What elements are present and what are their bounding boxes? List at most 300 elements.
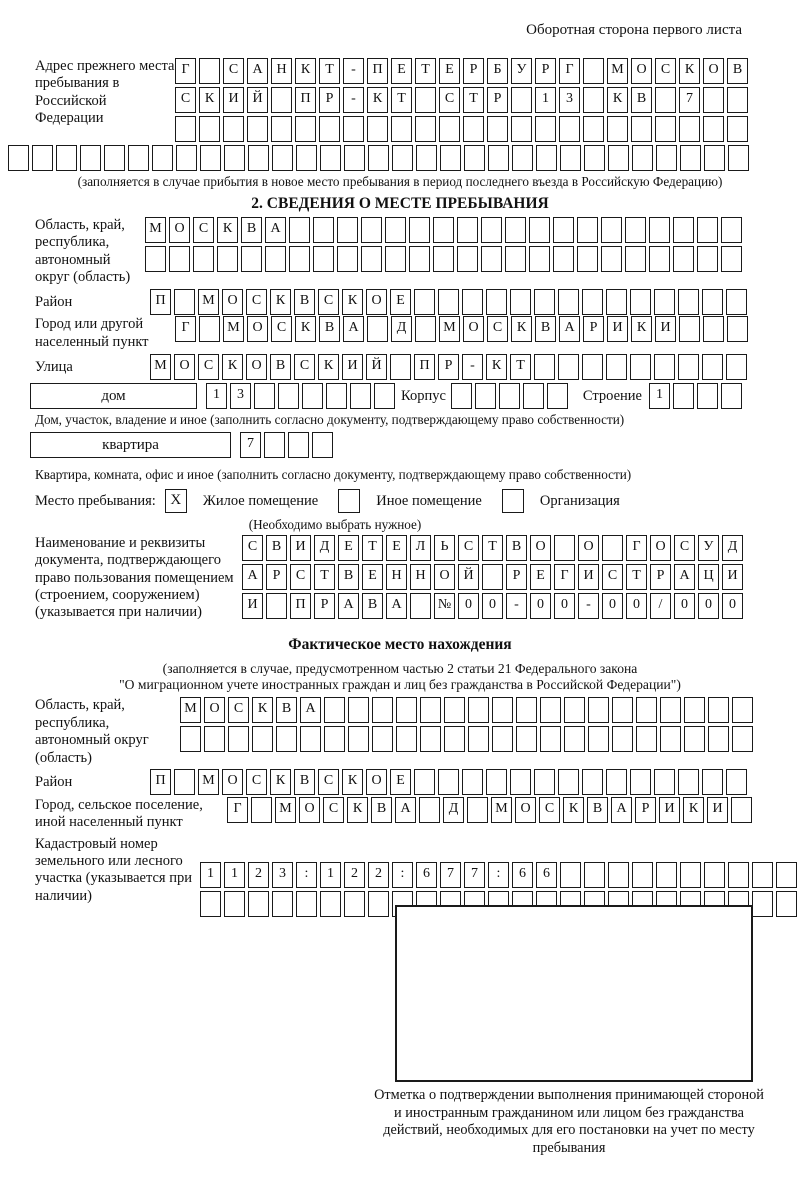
char-cell[interactable]: В [338,564,359,590]
char-cell[interactable] [606,354,627,380]
char-cell[interactable] [680,145,701,171]
char-cell[interactable] [368,145,389,171]
char-cell[interactable] [32,145,53,171]
char-cell[interactable] [511,87,532,113]
char-cell[interactable]: О [463,316,484,342]
char-cell[interactable] [582,769,603,795]
char-cell[interactable]: - [343,87,364,113]
char-cell[interactable]: П [150,769,171,795]
char-cell[interactable] [276,726,297,752]
char-cell[interactable] [300,726,321,752]
char-cell[interactable] [199,58,220,84]
char-cell[interactable] [463,116,484,142]
house-field-box[interactable]: дом [30,383,197,409]
district-row[interactable] [150,289,750,315]
char-cell[interactable] [673,217,694,243]
char-cell[interactable] [721,383,742,409]
char-cell[interactable]: О [169,217,190,243]
char-cell[interactable]: А [611,797,632,823]
char-cell[interactable] [367,316,388,342]
char-cell[interactable] [180,726,201,752]
char-cell[interactable] [467,797,488,823]
char-cell[interactable]: С [242,535,263,561]
char-cell[interactable] [438,769,459,795]
char-cell[interactable] [697,246,718,272]
char-cell[interactable] [391,116,412,142]
char-cell[interactable]: С [223,58,244,84]
char-cell[interactable]: : [488,862,509,888]
char-cell[interactable] [396,726,417,752]
char-cell[interactable]: П [150,289,171,315]
char-cell[interactable]: Е [530,564,551,590]
char-cell[interactable] [176,145,197,171]
char-cell[interactable]: В [631,87,652,113]
char-cell[interactable]: Р [314,593,335,619]
char-cell[interactable] [80,145,101,171]
apartment-field-box[interactable]: квартира [30,432,231,458]
char-cell[interactable]: / [650,593,671,619]
char-cell[interactable]: А [265,217,286,243]
char-cell[interactable] [656,862,677,888]
char-cell[interactable] [372,697,393,723]
checkbox[interactable] [338,489,360,513]
char-cell[interactable] [523,383,544,409]
char-cell[interactable] [241,246,262,272]
char-cell[interactable]: М [180,697,201,723]
char-cell[interactable] [654,354,675,380]
char-cell[interactable] [302,383,323,409]
char-cell[interactable] [554,535,575,561]
char-cell[interactable] [414,769,435,795]
char-cell[interactable]: Е [390,769,411,795]
char-cell[interactable]: И [722,564,743,590]
char-cell[interactable] [410,593,431,619]
char-cell[interactable]: Д [443,797,464,823]
char-cell[interactable] [649,217,670,243]
char-cell[interactable] [438,289,459,315]
char-cell[interactable] [468,726,489,752]
char-cell[interactable]: 1 [649,383,670,409]
char-cell[interactable] [372,726,393,752]
char-cell[interactable]: Т [362,535,383,561]
char-cell[interactable]: С [487,316,508,342]
char-cell[interactable] [433,246,454,272]
char-cell[interactable] [265,246,286,272]
char-cell[interactable]: И [607,316,628,342]
char-cell[interactable]: В [294,769,315,795]
char-cell[interactable] [416,145,437,171]
char-cell[interactable] [337,246,358,272]
char-cell[interactable] [505,217,526,243]
char-cell[interactable] [577,246,598,272]
char-cell[interactable] [534,354,555,380]
char-cell[interactable]: Т [319,58,340,84]
char-cell[interactable]: С [318,289,339,315]
char-cell[interactable] [128,145,149,171]
char-cell[interactable] [337,217,358,243]
char-cell[interactable]: О [515,797,536,823]
char-cell[interactable] [636,726,657,752]
char-cell[interactable] [564,726,585,752]
char-cell[interactable] [558,354,579,380]
char-cell[interactable] [481,246,502,272]
char-cell[interactable] [727,116,748,142]
char-cell[interactable] [350,383,371,409]
char-cell[interactable] [588,726,609,752]
char-cell[interactable]: Р [487,87,508,113]
char-cell[interactable] [499,383,520,409]
char-cell[interactable] [630,289,651,315]
char-cell[interactable]: 3 [272,862,293,888]
char-cell[interactable] [510,289,531,315]
char-cell[interactable] [601,217,622,243]
char-cell[interactable] [726,354,747,380]
char-cell[interactable] [673,246,694,272]
char-cell[interactable] [697,217,718,243]
char-cell[interactable] [606,289,627,315]
char-cell[interactable]: И [242,593,263,619]
char-cell[interactable]: 2 [368,862,389,888]
char-cell[interactable] [451,383,472,409]
char-cell[interactable] [608,145,629,171]
char-cell[interactable] [655,87,676,113]
char-cell[interactable]: О [366,289,387,315]
char-cell[interactable]: Т [510,354,531,380]
char-cell[interactable] [584,862,605,888]
char-cell[interactable] [708,726,729,752]
char-cell[interactable]: К [295,316,316,342]
char-cell[interactable] [752,862,773,888]
char-cell[interactable]: Р [266,564,287,590]
char-cell[interactable] [8,145,29,171]
char-cell[interactable]: К [607,87,628,113]
actual-city-row[interactable] [227,797,755,823]
char-cell[interactable] [344,891,365,917]
char-cell[interactable]: В [535,316,556,342]
char-cell[interactable]: 3 [559,87,580,113]
char-cell[interactable]: У [698,535,719,561]
char-cell[interactable] [728,145,749,171]
char-cell[interactable] [295,116,316,142]
char-cell[interactable]: М [275,797,296,823]
char-cell[interactable] [776,862,797,888]
cadastre-row-1[interactable] [200,862,800,888]
char-cell[interactable]: О [366,769,387,795]
char-cell[interactable] [540,697,561,723]
char-cell[interactable]: С [318,769,339,795]
char-cell[interactable] [602,535,623,561]
char-cell[interactable]: В [371,797,392,823]
char-cell[interactable] [654,289,675,315]
char-cell[interactable]: О [299,797,320,823]
char-cell[interactable] [703,316,724,342]
char-cell[interactable] [320,891,341,917]
char-cell[interactable] [313,217,334,243]
char-cell[interactable]: К [199,87,220,113]
char-cell[interactable]: Ь [434,535,455,561]
char-cell[interactable]: В [266,535,287,561]
char-cell[interactable]: В [727,58,748,84]
char-cell[interactable] [732,697,753,723]
char-cell[interactable]: Й [247,87,268,113]
char-cell[interactable] [348,697,369,723]
char-cell[interactable]: Г [626,535,647,561]
char-cell[interactable]: С [193,217,214,243]
char-cell[interactable] [415,316,436,342]
char-cell[interactable]: А [386,593,407,619]
char-cell[interactable] [204,726,225,752]
char-cell[interactable] [697,383,718,409]
char-cell[interactable] [704,145,725,171]
char-cell[interactable]: 0 [482,593,503,619]
char-cell[interactable]: М [198,769,219,795]
char-cell[interactable] [684,726,705,752]
char-cell[interactable] [582,354,603,380]
char-cell[interactable]: К [222,354,243,380]
char-cell[interactable] [254,383,275,409]
char-cell[interactable]: 0 [554,593,575,619]
char-cell[interactable] [462,769,483,795]
char-cell[interactable] [655,116,676,142]
char-cell[interactable]: : [392,862,413,888]
char-cell[interactable] [200,891,221,917]
char-cell[interactable] [607,116,628,142]
char-cell[interactable] [444,697,465,723]
char-cell[interactable]: О [578,535,599,561]
char-cell[interactable] [680,862,701,888]
char-cell[interactable]: О [204,697,225,723]
char-cell[interactable]: К [295,58,316,84]
char-cell[interactable] [392,145,413,171]
char-cell[interactable]: 0 [698,593,719,619]
prev-address-row-2[interactable] [175,87,751,113]
char-cell[interactable]: 6 [416,862,437,888]
char-cell[interactable] [390,354,411,380]
char-cell[interactable]: К [679,58,700,84]
char-cell[interactable] [419,797,440,823]
char-cell[interactable] [583,58,604,84]
char-cell[interactable]: Р [463,58,484,84]
char-cell[interactable]: 3 [230,383,251,409]
char-cell[interactable] [174,769,195,795]
char-cell[interactable]: А [242,564,263,590]
char-cell[interactable]: Т [391,87,412,113]
char-cell[interactable]: Е [338,535,359,561]
char-cell[interactable]: С [271,316,292,342]
char-cell[interactable] [660,697,681,723]
char-cell[interactable] [175,116,196,142]
char-cell[interactable]: О [434,564,455,590]
char-cell[interactable]: Р [535,58,556,84]
char-cell[interactable] [56,145,77,171]
char-cell[interactable]: 1 [224,862,245,888]
char-cell[interactable] [319,116,340,142]
char-cell[interactable] [482,564,503,590]
char-cell[interactable]: 2 [248,862,269,888]
char-cell[interactable] [583,87,604,113]
char-cell[interactable] [727,316,748,342]
char-cell[interactable] [367,116,388,142]
char-cell[interactable] [248,891,269,917]
char-cell[interactable]: С [294,354,315,380]
char-cell[interactable] [247,116,268,142]
char-cell[interactable] [540,726,561,752]
char-cell[interactable]: В [319,316,340,342]
char-cell[interactable]: - [462,354,483,380]
char-cell[interactable] [721,217,742,243]
char-cell[interactable] [678,354,699,380]
char-cell[interactable] [649,246,670,272]
char-cell[interactable]: К [342,289,363,315]
char-cell[interactable]: С [290,564,311,590]
char-cell[interactable]: 1 [206,383,227,409]
char-cell[interactable] [632,862,653,888]
char-cell[interactable] [776,891,797,917]
char-cell[interactable]: 0 [674,593,695,619]
char-cell[interactable]: И [655,316,676,342]
char-cell[interactable] [324,726,345,752]
char-cell[interactable] [174,289,195,315]
char-cell[interactable] [588,697,609,723]
region-row-1[interactable] [145,217,745,243]
house-number-cells[interactable] [206,383,398,409]
char-cell[interactable] [721,246,742,272]
char-cell[interactable]: - [343,58,364,84]
char-cell[interactable] [348,726,369,752]
char-cell[interactable] [224,145,245,171]
char-cell[interactable] [535,116,556,142]
char-cell[interactable] [656,145,677,171]
char-cell[interactable]: К [252,697,273,723]
char-cell[interactable]: Н [386,564,407,590]
char-cell[interactable]: Т [482,535,503,561]
char-cell[interactable]: С [602,564,623,590]
char-cell[interactable] [415,87,436,113]
char-cell[interactable]: К [631,316,652,342]
char-cell[interactable] [553,217,574,243]
char-cell[interactable]: К [217,217,238,243]
char-cell[interactable] [271,87,292,113]
char-cell[interactable]: Р [319,87,340,113]
char-cell[interactable]: У [511,58,532,84]
char-cell[interactable] [625,246,646,272]
char-cell[interactable]: 6 [536,862,557,888]
char-cell[interactable] [486,769,507,795]
char-cell[interactable]: Е [391,58,412,84]
char-cell[interactable] [420,697,441,723]
char-cell[interactable] [660,726,681,752]
char-cell[interactable]: К [563,797,584,823]
char-cell[interactable] [326,383,347,409]
char-cell[interactable] [583,116,604,142]
char-cell[interactable]: Т [314,564,335,590]
char-cell[interactable]: В [294,289,315,315]
char-cell[interactable]: Т [626,564,647,590]
char-cell[interactable]: А [338,593,359,619]
char-cell[interactable]: 7 [240,432,261,458]
char-cell[interactable]: О [246,354,267,380]
char-cell[interactable] [636,697,657,723]
char-cell[interactable]: М [223,316,244,342]
char-cell[interactable] [702,289,723,315]
char-cell[interactable] [152,145,173,171]
char-cell[interactable] [385,246,406,272]
char-cell[interactable] [679,116,700,142]
char-cell[interactable]: С [674,535,695,561]
char-cell[interactable] [630,354,651,380]
char-cell[interactable] [199,116,220,142]
char-cell[interactable]: Д [314,535,335,561]
char-cell[interactable] [534,289,555,315]
char-cell[interactable] [488,145,509,171]
char-cell[interactable]: К [342,769,363,795]
char-cell[interactable] [612,726,633,752]
char-cell[interactable]: С [246,769,267,795]
char-cell[interactable]: Р [438,354,459,380]
char-cell[interactable] [199,316,220,342]
char-cell[interactable] [271,116,292,142]
char-cell[interactable] [481,217,502,243]
char-cell[interactable]: Г [175,316,196,342]
char-cell[interactable] [414,289,435,315]
char-cell[interactable] [313,246,334,272]
char-cell[interactable] [296,145,317,171]
char-cell[interactable] [678,769,699,795]
char-cell[interactable] [728,862,749,888]
char-cell[interactable] [553,246,574,272]
char-cell[interactable] [564,697,585,723]
document-row-2[interactable] [242,564,746,590]
char-cell[interactable] [584,145,605,171]
char-cell[interactable] [608,862,629,888]
char-cell[interactable] [726,289,747,315]
char-cell[interactable] [673,383,694,409]
char-cell[interactable]: С [539,797,560,823]
char-cell[interactable] [708,697,729,723]
char-cell[interactable] [601,246,622,272]
char-cell[interactable]: О [222,289,243,315]
char-cell[interactable] [433,217,454,243]
char-cell[interactable] [289,217,310,243]
char-cell[interactable]: 0 [722,593,743,619]
char-cell[interactable]: Д [391,316,412,342]
char-cell[interactable]: С [655,58,676,84]
char-cell[interactable]: И [659,797,680,823]
char-cell[interactable] [654,769,675,795]
char-cell[interactable] [529,246,550,272]
char-cell[interactable]: Е [386,535,407,561]
char-cell[interactable]: О [650,535,671,561]
char-cell[interactable]: В [276,697,297,723]
char-cell[interactable] [272,891,293,917]
char-cell[interactable] [516,697,537,723]
char-cell[interactable]: М [491,797,512,823]
char-cell[interactable] [558,289,579,315]
char-cell[interactable]: К [270,289,291,315]
char-cell[interactable] [577,217,598,243]
char-cell[interactable]: К [486,354,507,380]
char-cell[interactable]: Г [554,564,575,590]
char-cell[interactable]: И [342,354,363,380]
char-cell[interactable] [288,432,309,458]
char-cell[interactable]: Н [271,58,292,84]
char-cell[interactable]: М [439,316,460,342]
char-cell[interactable]: 0 [626,593,647,619]
char-cell[interactable]: К [318,354,339,380]
char-cell[interactable]: К [347,797,368,823]
char-cell[interactable]: 2 [344,862,365,888]
char-cell[interactable]: В [270,354,291,380]
